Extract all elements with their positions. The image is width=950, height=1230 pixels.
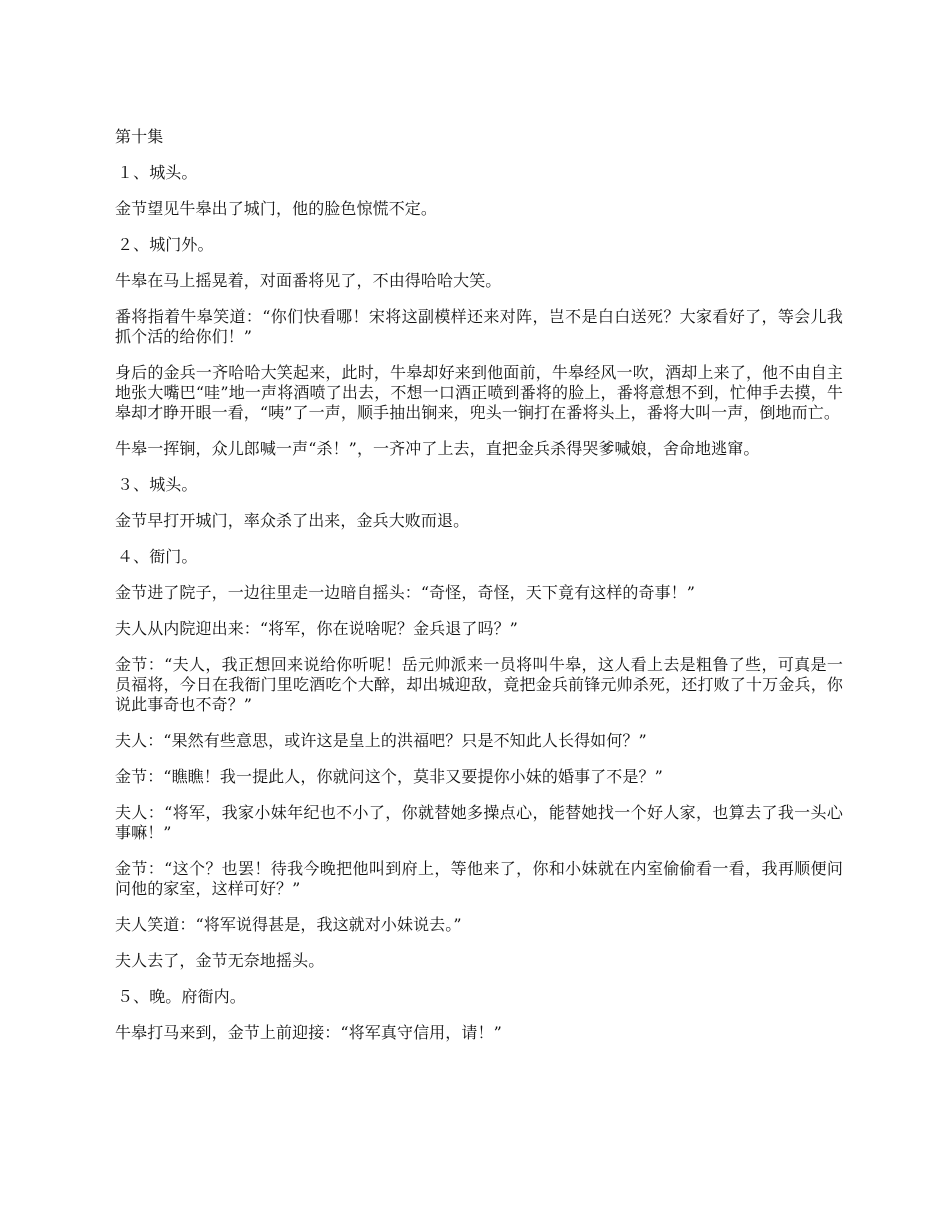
paragraph: 牛皋打马来到，金节上前迎接：“将军真守信用，请！”: [115, 1023, 502, 1042]
scene-heading: ２、城门外。: [117, 235, 214, 254]
paragraph: 金节：“瞧瞧！我一提此人，你就问这个，莫非又要提你小妹的婚事了不是？”: [115, 767, 663, 786]
document-page: [115, 127, 843, 1059]
paragraph: 金节：“夫人，我正想回来说给你听呢！岳元帅派来一员将叫牛皋，这人看上去是粗鲁了些，可真是一员福将，今日在我衙门里吃酒吃个大醉，却出城迎敌，竟把金兵前锋元帅杀死，还打败了十万金兵，你说此事奇也不奇？”: [115, 655, 843, 714]
paragraph: 金节望见牛皋出了城门，他的脸色惊慌不定。: [115, 199, 438, 218]
scene-heading: ３、城头。: [117, 475, 198, 494]
scene-heading: ４、衙门。: [117, 547, 198, 566]
paragraph: 夫人：“果然有些意思，或许这是皇上的洪福吧？只是不知此人长得如何？”: [115, 731, 647, 750]
paragraph: 夫人从内院迎出来：“将军，你在说啥呢？金兵退了吗？”: [115, 619, 518, 638]
paragraph: 金节早打开城门，率众杀了出来，金兵大败而退。: [115, 511, 470, 530]
paragraph: 夫人去了，金节无奈地摇头。: [115, 951, 325, 970]
paragraph: 牛皋一挥锏，众儿郎喊一声“杀！”，一齐冲了上去，直把金兵杀得哭爹喊娘，舍命地逃窜。: [115, 439, 760, 458]
document-body: [115, 163, 843, 1043]
scene-heading: ５、晚。府衙内。: [117, 987, 246, 1006]
paragraph: 番将指着牛皋笑道：“你们快看哪！宋将这副模样还来对阵，岂不是白白送死？大家看好了，等会儿我抓个活的给你们！”: [115, 307, 843, 346]
paragraph: 金节：“这个？也罢！待我今晚把他叫到府上，等他来了，你和小妹就在内室偷偷看一看，我再顺便问问他的家室，这样可好？”: [115, 859, 843, 898]
paragraph: 夫人：“将军，我家小妹年纪也不小了，你就替她多操点心，能替她找一个好人家，也算去了我一头心事嘛！”: [115, 803, 843, 842]
scene-heading: １、城头。: [117, 163, 198, 182]
paragraph: 牛皋在马上摇晃着，对面番将见了，不由得哈哈大笑。: [115, 271, 502, 290]
episode-title: 第十集: [115, 127, 164, 146]
paragraph: 金节进了院子，一边往里走一边暗自摇头：“奇怪，奇怪，天下竟有这样的奇事！”: [115, 583, 696, 602]
paragraph: 夫人笑道：“将军说得甚是，我这就对小妹说去。”: [115, 915, 462, 934]
paragraph: 身后的金兵一齐哈哈大笑起来，此时，牛皋却好来到他面前，牛皋经风一吹，酒却上来了，他不由自主地张大嘴巴“哇”地一声将酒喷了出去，不想一口酒正喷到番将的脸上，番将意想不到，忙伸手去摸，牛皋却才睁开眼一看，“咦”了一声，顺手抽出锏来，兜头一锏打在番将头上，番将大叫一声，倒地而亡。: [115, 363, 843, 422]
